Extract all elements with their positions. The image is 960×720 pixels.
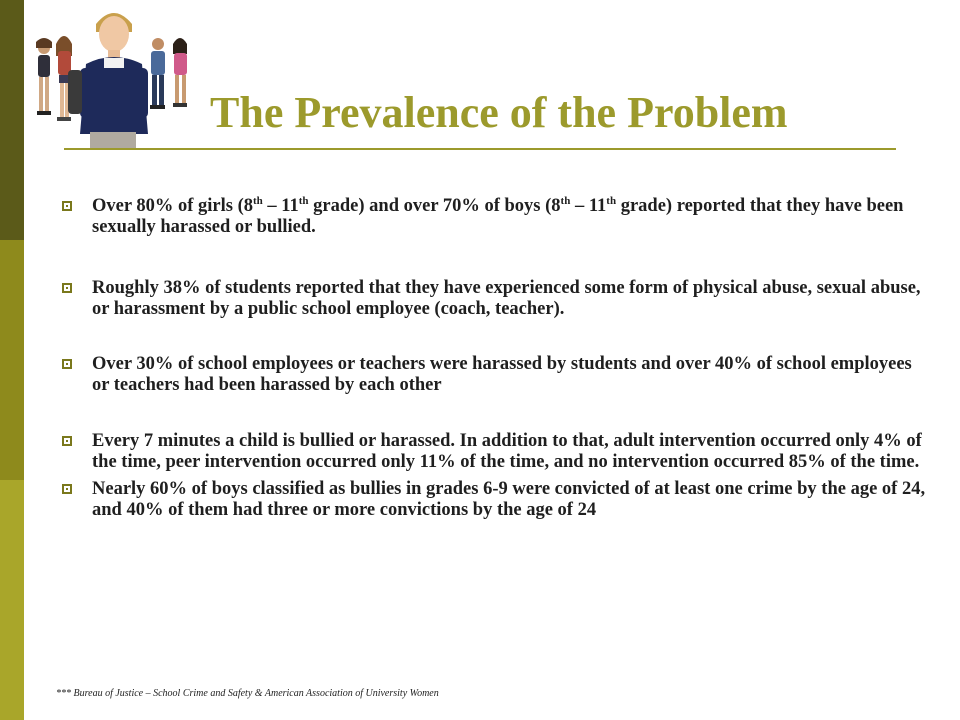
left-accent-bar: [0, 0, 24, 720]
square-bullet-icon: [62, 484, 72, 494]
square-bullet-icon: [62, 359, 72, 369]
slide-title: The Prevalence of the Problem: [210, 88, 788, 137]
bullet-item: [62, 431, 930, 473]
bullet-item: [62, 196, 930, 238]
student-figure-main-boy: [68, 13, 148, 150]
student-figure-girl-4: [173, 38, 187, 107]
square-bullet-icon: [62, 436, 72, 446]
bullet-text: Over 80% of girls (8th – 11th grade) and over 70% of boys (8th – 11th grade) reported that they have been sexually harassed or bullied.: [92, 194, 904, 237]
student-figure-girl-1: [36, 38, 52, 115]
bullet-text: Nearly 60% of boys classified as bullies in grades 6-9 were convicted of at least one crime by the age of 24, and 40% of them had three or more convictions by the age of 24: [92, 479, 926, 520]
source-footnote: *** Bureau of Justice – School Crime and Safety & American Association of University Women: [56, 688, 439, 699]
bullet-item: [62, 354, 930, 396]
title-underline: [64, 148, 896, 150]
bullet-list: [62, 196, 930, 521]
bullet-item: [62, 479, 930, 521]
student-figure-boy-3: [150, 38, 165, 109]
accent-bar-segment-mid: [0, 240, 24, 480]
bullet-text: Roughly 38% of students reported that they have experienced some form of physical abuse, sexual abuse, or harassment by a public school employee (coach, teacher).: [92, 278, 921, 319]
square-bullet-icon: [62, 283, 72, 293]
square-bullet-icon: [62, 201, 72, 211]
accent-bar-segment-light: [0, 480, 24, 720]
bullet-text: Over 30% of school employees or teachers were harassed by students and over 40% of school employees or teachers had been harassed by each other: [92, 354, 912, 395]
bullet-item: [62, 278, 930, 320]
accent-bar-segment-dark: [0, 0, 24, 240]
students-photo: [30, 4, 200, 150]
bullet-text: Every 7 minutes a child is bullied or harassed. In addition to that, adult intervention occurred only 4% of the time, peer intervention occurred only 11% of the time, and no intervention occurred 85% of the time.: [92, 431, 922, 472]
